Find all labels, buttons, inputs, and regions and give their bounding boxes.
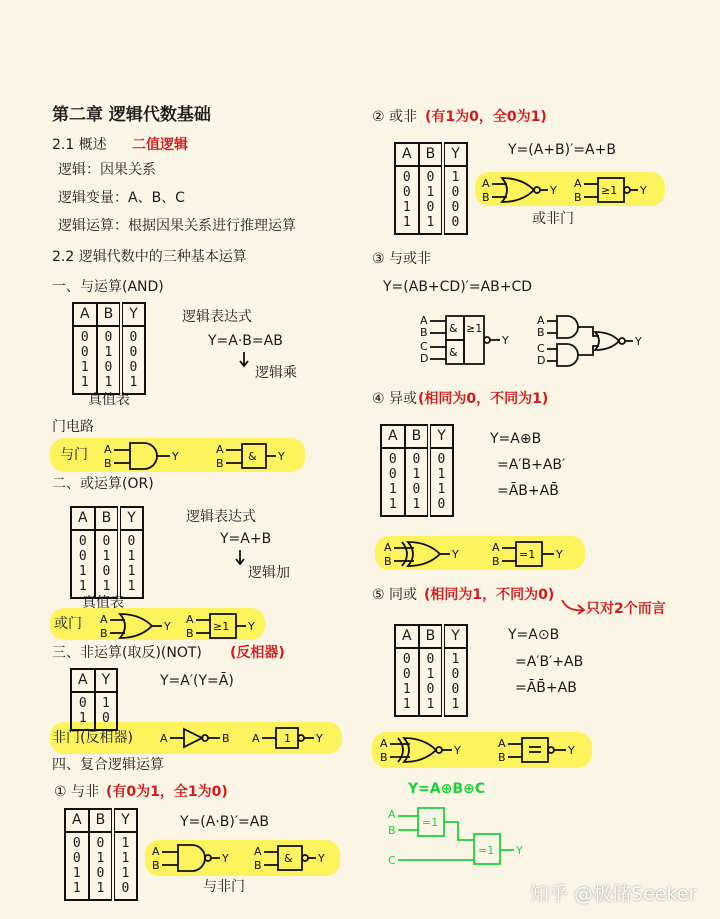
table-cell: 1 [95,549,120,564]
svg-text:Y: Y [452,548,459,561]
xnor-expression-3: =ĀB̄+AB [515,680,577,696]
table-cell: 0 [78,549,87,564]
table-cell: 1 [78,579,87,594]
svg-text:A: A [537,314,545,327]
table-cell: 0 [443,682,467,697]
xor-gate-ansi-icon [380,538,475,570]
nor-truth-table [394,142,468,235]
table-row [381,482,453,497]
nor-gate-iec-icon [570,174,660,206]
aoi-gate-iec-icon [418,316,518,366]
table-row [65,881,137,900]
table-header-row [71,669,117,692]
table-header-cell: B [97,303,122,326]
and-title: 一、与运算(AND) [52,279,164,295]
table-cell: 1 [119,579,143,598]
table-cell: 0 [97,326,122,345]
table-cell: 0 [72,836,81,851]
table-cell: 1 [89,851,114,866]
table-cell: 0 [80,345,89,360]
svg-text:≥1: ≥1 [213,620,230,633]
xnor-title: ⑤ 同或 [372,587,418,603]
table-cell: 1 [113,832,137,851]
or-truth-table [70,506,144,599]
table-header-cell: Y [119,507,143,530]
and-name: 逻辑乘 [255,365,297,381]
not-gate-iec-icon [252,724,332,754]
svg-text:&: & [248,450,257,463]
logic-definition: 逻辑：因果关系 [58,162,156,178]
table-header-cell: Y [443,625,467,648]
table-cell: 1 [419,697,444,716]
table-cell: 1 [113,851,137,866]
table-header-cell: A [65,809,89,832]
table-cell: 0 [419,682,444,697]
or-gate-iec-icon [182,610,262,642]
svg-text:=1: =1 [422,816,439,829]
and-truth-table [72,302,146,395]
svg-text:A: A [254,845,262,858]
table-cell: 1 [72,881,81,896]
and-gate-label: 与门 [60,447,88,463]
xnor-expression-2: =A′B′+AB [515,654,584,670]
svg-text:B: B [574,191,582,204]
or-expression: Y=A+B [220,531,272,547]
table-header-cell: B [419,625,444,648]
not-gate-label: 非门(反相器) [52,730,133,746]
table-cell: 1 [419,185,444,200]
or-gate-ansi-icon [96,610,176,642]
table-row [381,467,453,482]
svg-text:Y: Y [164,620,171,633]
svg-text:A: A [380,737,388,750]
table-cell: 1 [419,215,444,234]
table-cell: 0 [402,652,411,667]
nor-gate-label: 或非门 [532,211,574,227]
table-cell: 0 [72,851,81,866]
svg-text:B: B [492,555,500,568]
table-cell: 0 [443,200,467,215]
table-header-cell: Y [95,669,118,692]
svg-text:Y: Y [454,744,461,757]
nand-title: ① 与非 [54,784,100,800]
svg-text:Y: Y [248,620,255,633]
table-header-cell: B [419,143,444,166]
chapter-title: 第二章 逻辑代数基础 [52,105,211,125]
svg-text:Y: Y [635,335,642,348]
table-cell: 0 [113,881,137,900]
table-header-cell: A [381,425,405,448]
table-row [73,360,145,375]
compound-title: 四、复合逻辑运算 [52,757,164,773]
svg-text:A: A [216,443,224,456]
xor-expression-1: Y=A⊕B [490,431,542,447]
and-expression: Y=A·B=AB [208,333,283,349]
svg-text:≥1: ≥1 [466,322,483,335]
table-header-cell: A [71,669,95,692]
not-title: 三、非运算(取反)(NOT) [52,645,202,661]
not-expression: Y=A′(Y=Ā) [160,673,234,689]
aoi-expression: Y=(AB+CD)′=AB+CD [383,279,533,295]
three-input-xor-circuit-icon [386,806,536,868]
table-cell: 0 [97,360,122,375]
table-row [71,692,117,711]
table-row [65,866,137,881]
table-cell: 1 [402,682,411,697]
table-cell: 0 [388,452,397,467]
or-name: 逻辑加 [248,565,290,581]
svg-text:A: A [492,541,500,554]
table-cell: 0 [78,696,87,711]
table-cell: 0 [78,534,87,549]
nor-expression: Y=(A+B)′=A+B [508,142,616,158]
table-cell: 0 [80,330,89,345]
svg-text:≥1: ≥1 [601,184,618,197]
xor-note: (相同为0，不同为1) [418,391,549,407]
table-header-cell: Y [429,425,453,448]
table-cell: 1 [402,215,411,230]
svg-text:Y: Y [568,744,575,757]
table-cell: 1 [402,697,411,712]
table-header-cell: Y [121,303,145,326]
table-row [395,200,467,215]
table-header-row [71,507,143,530]
table-cell: 1 [72,866,81,881]
table-header-cell: B [89,809,114,832]
table-cell: 1 [402,200,411,215]
svg-text:B: B [186,627,194,640]
svg-text:=1: =1 [519,548,536,561]
xnor-note: (相同为1，不同为0) [424,587,555,603]
nand-gate-ansi-icon [148,842,243,874]
table-row [65,851,137,866]
table-row [71,711,117,730]
svg-text:A: A [152,845,160,858]
xor-truth-table [380,424,454,517]
table-cell: 1 [80,375,89,390]
table-header-cell: A [71,507,95,530]
table-row [71,564,143,579]
table-cell: 1 [443,648,467,667]
svg-text:Y: Y [172,450,179,463]
svg-text:Y: Y [316,732,323,745]
table-row [395,682,467,697]
svg-text:B: B [388,824,396,837]
table-cell: 1 [89,881,114,900]
table-cell: 0 [95,530,120,549]
table-cell: 0 [89,866,114,881]
svg-text:C: C [537,342,545,355]
xnor-side-note: 只对2个而言 [586,601,666,617]
svg-text:&: & [449,322,458,335]
svg-text:B: B [498,751,506,764]
table-row [395,648,467,667]
and-expr-label: 逻辑表达式 [182,309,252,325]
svg-text:D: D [420,352,429,365]
table-cell: 0 [402,667,411,682]
table-cell: 0 [121,360,145,375]
svg-text:=1: =1 [478,844,495,857]
svg-text:A: A [252,732,260,745]
table-header-row [381,425,453,448]
table-cell: 0 [443,667,467,682]
logic-operation: 逻辑运算：根据因果关系进行推理运算 [58,218,296,234]
not-truth-table [70,668,118,731]
svg-text:Y: Y [550,184,557,197]
table-row [65,832,137,851]
table-header-cell: B [95,507,120,530]
svg-text:B: B [420,326,428,339]
table-row [381,448,453,467]
table-cell: 1 [388,482,397,497]
svg-text:B: B [100,627,108,640]
table-cell: 1 [119,564,143,579]
svg-text:A: A [482,177,490,190]
svg-text:A: A [160,732,168,745]
table-cell: 0 [405,448,430,467]
table-row [395,215,467,234]
or-gate-label: 或门 [54,616,82,632]
table-cell: 0 [443,185,467,200]
xnor-truth-table [394,624,468,717]
nand-note: (有0为1，全1为0) [106,784,228,800]
xor-gate-iec-icon [488,538,578,570]
table-cell: 1 [419,667,444,682]
svg-text:B: B [254,859,262,872]
table-row [395,185,467,200]
table-header-cell: A [395,625,419,648]
svg-text:D: D [537,354,546,367]
table-cell: 1 [429,467,453,482]
table-cell: 1 [405,467,430,482]
svg-text:B: B [104,457,112,470]
table-cell: 1 [405,497,430,516]
svg-text:B: B [384,555,392,568]
table-row [71,530,143,549]
table-cell: 1 [429,482,453,497]
or-title: 二、或运算(OR) [52,476,154,492]
svg-text:Y: Y [516,844,523,857]
xnor-expression-1: Y=A⊙B [508,627,560,643]
not-inverter-note: (反相器) [230,645,285,661]
section-2-1: 2.1 概述 [52,137,107,153]
table-cell: 1 [80,360,89,375]
xor-expression-2: =A′B+AB′ [497,457,566,473]
svg-text:B: B [537,326,545,339]
table-cell: 0 [402,185,411,200]
table-header-row [395,143,467,166]
table-cell: 0 [119,530,143,549]
nor-gate-ansi-icon [478,174,563,206]
table-header-cell: B [405,425,430,448]
nand-gate-iec-icon [250,842,335,874]
and-table-caption: 真值表 [88,392,130,408]
svg-text:&: & [449,346,458,359]
or-table-caption: 真值表 [82,595,124,611]
nand-gate-label: 与非门 [203,879,245,895]
svg-text:A: A [186,613,194,626]
table-cell: 0 [89,832,114,851]
table-cell: 1 [119,549,143,564]
svg-text:Y: Y [318,852,325,865]
three-input-xor-expression: Y=A⊕B⊕C [408,781,486,797]
table-row [71,549,143,564]
table-cell: 0 [388,467,397,482]
table-header-row [395,625,467,648]
nor-note: (有1为0，全0为1) [425,109,547,125]
svg-text:Y: Y [222,852,229,865]
xor-title: ④ 异或 [372,391,418,407]
table-cell: 1 [121,375,145,394]
svg-text:C: C [388,854,396,867]
svg-text:B: B [380,751,388,764]
table-cell: 0 [121,326,145,345]
table-cell: 1 [97,375,122,394]
table-cell: 1 [95,579,120,598]
svg-text:A: A [420,314,428,327]
table-cell: 1 [443,697,467,716]
table-cell: 1 [97,345,122,360]
table-row [395,697,467,716]
svg-text:B: B [152,859,160,872]
table-header-cell: A [73,303,97,326]
not-gate-ansi-icon [160,724,240,754]
table-row [395,667,467,682]
svg-text:B: B [222,732,230,745]
nand-truth-table [64,808,138,901]
table-cell: 1 [78,711,87,726]
svg-text:A: A [384,541,392,554]
aoi-title: ③ 与或非 [372,251,432,267]
section-2-2: 2.2 逻辑代数中的三种基本运算 [52,249,247,265]
xor-expression-3: =ĀB+AB̄ [497,483,559,499]
binary-logic-note: 二值逻辑 [132,137,188,153]
svg-text:Y: Y [640,184,647,197]
table-cell: 0 [121,345,145,360]
and-gate-iec-icon [212,440,292,472]
table-row [73,345,145,360]
table-header-row [65,809,137,832]
svg-text:A: A [104,443,112,456]
table-row [395,166,467,185]
table-row [73,326,145,345]
table-cell: 0 [443,215,467,234]
table-cell: 0 [402,170,411,185]
table-header-cell: Y [113,809,137,832]
svg-text:&: & [284,852,293,865]
table-cell: 0 [429,448,453,467]
svg-text:B: B [482,191,490,204]
svg-text:Y: Y [556,548,563,561]
aoi-gate-ansi-icon [535,316,650,368]
nand-expression: Y=(A·B)′=AB [180,814,269,830]
svg-text:Y: Y [278,450,285,463]
xnor-gate-iec-icon [494,734,589,766]
svg-text:B: B [216,457,224,470]
table-cell: 1 [113,866,137,881]
gate-circuit-label: 门电路 [52,419,94,435]
table-cell: 0 [95,711,118,730]
table-row [381,497,453,516]
table-cell: 0 [95,564,120,579]
table-cell: 1 [388,497,397,512]
watermark: 知乎 @极储Seeker [530,883,697,905]
svg-text:A: A [388,808,396,821]
table-cell: 1 [78,564,87,579]
svg-text:Y: Y [502,334,509,347]
and-gate-ansi-icon [100,440,195,472]
nor-title: ② 或非 [372,109,418,125]
table-cell: 0 [419,648,444,667]
svg-text:C: C [420,340,428,353]
table-cell: 0 [405,482,430,497]
xnor-gate-ansi-icon [376,734,476,766]
table-header-row [73,303,145,326]
svg-text:A: A [574,177,582,190]
svg-text:A: A [498,737,506,750]
table-cell: 1 [443,166,467,185]
table-cell: 0 [419,200,444,215]
table-header-cell: A [395,143,419,166]
table-cell: 0 [429,497,453,516]
or-expr-label: 逻辑表达式 [186,509,256,525]
svg-text:1: 1 [284,732,291,745]
table-cell: 1 [95,692,118,711]
svg-text:A: A [100,613,108,626]
logic-variables: 逻辑变量：A、B、C [58,190,185,206]
table-header-cell: Y [443,143,467,166]
xnor-arrow-icon [560,596,588,618]
table-cell: 0 [419,166,444,185]
